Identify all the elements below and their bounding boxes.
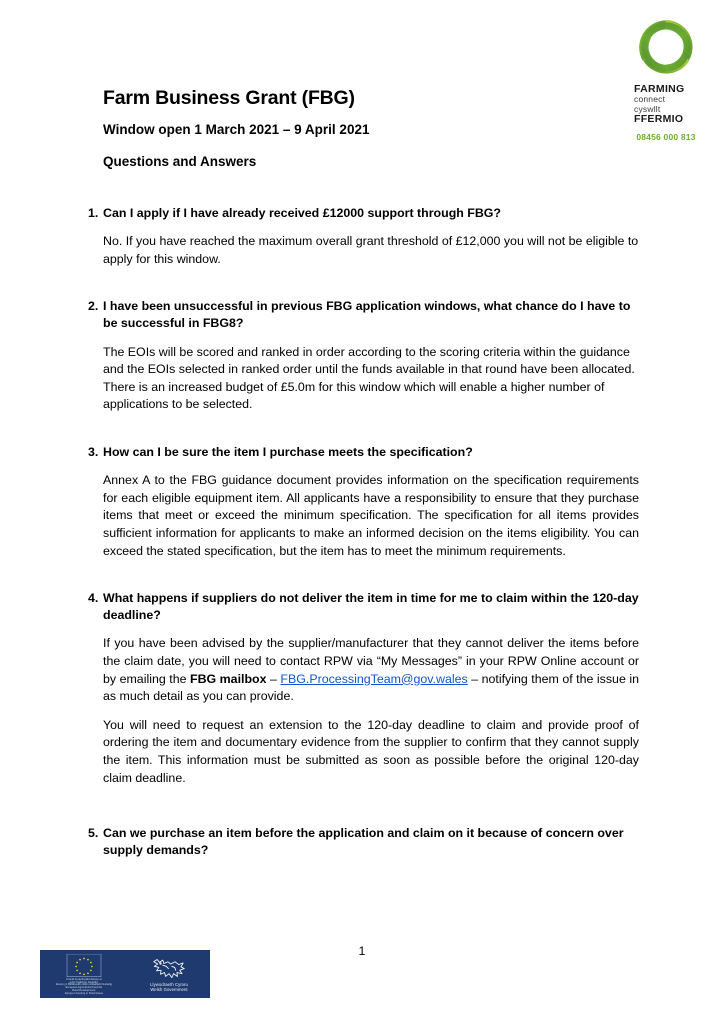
spacer xyxy=(88,414,639,444)
qa-item-1 xyxy=(88,205,639,268)
eu-funding-logo xyxy=(40,950,128,998)
qa-item-3 xyxy=(88,444,639,560)
welsh-dragon-icon xyxy=(149,955,189,981)
farming-connect-swirl-icon xyxy=(633,14,699,80)
answer-4a-segment-2: – notifying them of the issue in as much detail as you can provide. xyxy=(103,671,639,704)
spacer xyxy=(88,787,639,825)
eu-caption xyxy=(43,979,125,996)
spacer xyxy=(88,268,639,298)
question-heading-1 xyxy=(88,205,639,222)
question-number-4: 4. xyxy=(88,591,99,606)
answer-text-3: Annex A to the FBG guidance document provides information on the specification requirements for each eligible equipment item. All applicants have a responsibility to ensure that they purchase items that meet or exceed the minimum specification. The specification for all items provides sufficient information for applicants to make an informed decision on the items eligibility. You can exceed the stated specification, but the item has to meet the minimum requirements. xyxy=(103,473,639,558)
question-text-3: How can I be sure the item I purchase meets the specification? xyxy=(103,444,473,459)
page-title: Farm Business Grant (FBG) xyxy=(103,87,355,109)
answer-4a-segment-1: If you have been advised by the supplier/manufacturer that they cannot deliver the items before the claim date, you will need to contact RPW via “My Messages” in your RPW Online account or by emailing the xyxy=(103,636,639,686)
question-number-2: 2. xyxy=(88,299,99,314)
qa-item-2 xyxy=(88,298,639,414)
eu-flag-icon xyxy=(64,954,104,977)
eu-caption-line-4: European Agricultural Fund for xyxy=(65,986,103,990)
logo-phone-number: 08456 000 813 xyxy=(636,131,696,142)
eu-caption-line-2: gyfer Datblygu Gwledig: xyxy=(69,980,99,984)
answer-text-2: The EOIs will be scored and ranked in order according to the scoring criteria within the guidance and the EOIs selected in ranked order until the funds available in that round have been allocated. There is an increased budget of £5.0m for this window which will enable a higher number of applications to be selected. xyxy=(103,344,635,412)
qa-content xyxy=(88,205,639,859)
questions-and-answers-subtitle: Questions and Answers xyxy=(103,153,257,169)
logo-text-farming: FARMING xyxy=(634,83,685,95)
spacer xyxy=(88,560,639,590)
wg-caption-welsh: Llywodraeth Cymru xyxy=(150,981,188,987)
title-block xyxy=(103,86,639,170)
question-text-2: I have been unsuccessful in previous FBG application windows, what chance do I have to be successful in FBG8? xyxy=(103,299,631,331)
answer-4a-dash: – xyxy=(266,671,281,686)
question-heading-4 xyxy=(88,590,639,624)
footer-logo-block xyxy=(40,950,210,998)
fbg-mailbox-label: FBG mailbox xyxy=(190,671,267,686)
qa-item-4 xyxy=(88,590,639,787)
question-text-1: Can I apply if I have already received £12000 support through FBG? xyxy=(103,206,501,220)
logo-text-connect: connect xyxy=(634,93,666,104)
answer-text-4a xyxy=(103,635,639,705)
answer-text-4b: You will need to request an extension to the 120-day deadline to claim and provide proof of ordering the item and documentary evidence from the supplier to confirm that they cannot supply the item. This information must be submitted as soon as possible before the original 120-day claim deadline. xyxy=(103,717,639,785)
answer-text-1: No. If you have reached the maximum overall grant threshold of £12,000 you will not be eligible to apply for this window. xyxy=(103,234,639,266)
logo-text-ffermio: FFERMIO xyxy=(634,113,684,126)
eu-caption-line-6: Europe Investing in Rural Areas xyxy=(64,992,104,996)
question-text-5: Can we purchase an item before the application and claim on it because of concern over supply demands? xyxy=(103,826,624,858)
eu-caption-line-5: Rural Development: xyxy=(72,989,96,993)
question-text-4: What happens if suppliers do not deliver the item in time for me to claim within the 120-day deadline? xyxy=(103,591,639,623)
question-heading-2 xyxy=(88,298,639,332)
welsh-government-caption xyxy=(150,983,188,993)
eu-caption-line-1: Cronfa Amaethyddol Ewrop ar xyxy=(66,977,102,981)
window-dates-subtitle: Window open 1 March 2021 – 9 April 2021 xyxy=(103,122,370,138)
question-heading-5 xyxy=(88,825,639,859)
page-number: 1 xyxy=(358,944,366,958)
question-number-5: 5. xyxy=(88,826,99,841)
question-number-3: 3. xyxy=(88,444,99,459)
fbg-processing-team-email-link[interactable]: FBG.ProcessingTeam@gov.wales xyxy=(280,671,468,686)
question-heading-3 xyxy=(88,444,639,461)
wg-caption-english: Welsh Government xyxy=(150,986,188,992)
question-number-1: 1. xyxy=(88,206,99,220)
logo-text-cyswllt: cyswllt xyxy=(634,104,661,115)
qa-item-5 xyxy=(88,825,639,859)
eu-caption-line-3: Ewrop yn Buddsoddi mewn Ardaloedd Gwledig xyxy=(56,983,112,987)
welsh-government-logo xyxy=(128,950,210,998)
